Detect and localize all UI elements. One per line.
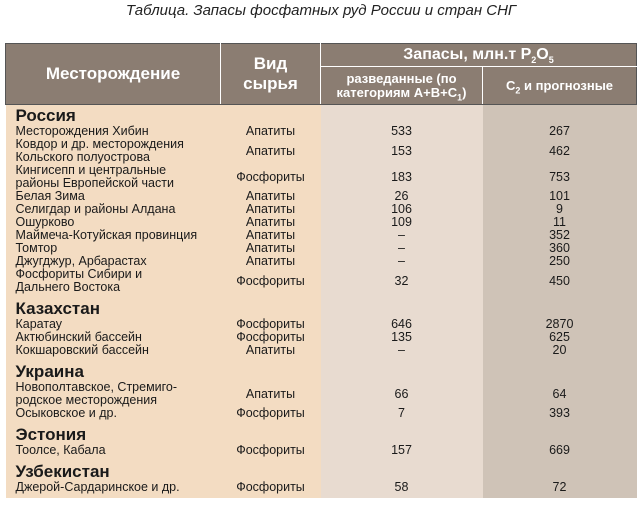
explored-value: – [321,229,483,242]
table-caption: Таблица. Запасы фосфатных руд России и стран СНГ [125,2,517,19]
forecast-value: 20 [483,344,637,357]
deposit-name [6,268,221,294]
header-field: Месторождение [6,44,221,105]
raw-type: Апатиты [221,229,321,242]
table-row [6,481,637,494]
empty-cell [321,424,483,444]
deposit-name-line: Томтор [15,241,58,255]
deposit-name-line: Месторождения Хибин [15,124,149,138]
deposit-name-line: Кольского полуострова [15,150,150,164]
empty-cell [483,298,637,318]
explored-value: 157 [321,444,483,457]
table-body [6,105,637,499]
explored-value: 32 [321,268,483,294]
raw-type: Фосфориты [221,481,321,494]
empty-cell [221,361,321,381]
country-name: Россия [6,105,221,126]
table-row [6,444,637,457]
deposit-name-line: Дальнего Востока [15,280,121,294]
country-row [6,461,637,481]
deposit-name-line: Каратау [15,317,63,331]
raw-type: Апатиты [221,203,321,216]
raw-type: Фосфориты [221,268,321,294]
explored-value: – [321,344,483,357]
raw-type: Апатиты [221,125,321,138]
table-row [6,407,637,420]
forecast-value: 669 [483,444,637,457]
explored-value: 646 [321,318,483,331]
empty-cell [483,424,637,444]
raw-type: Фосфориты [221,164,321,190]
empty-cell [483,361,637,381]
country-row [6,105,637,126]
deposit-name-line: Осыковское и др. [15,406,117,420]
deposit-name [6,381,221,407]
raw-type: Фосфориты [221,407,321,420]
deposit-name-line: Тоолсе, Кабала [15,443,106,457]
explored-value: 58 [321,481,483,494]
raw-type: Апатиты [221,242,321,255]
deposit-name-line: районы Европейской части [15,176,174,190]
phosphate-reserves-table [5,43,637,498]
table-row [6,344,637,357]
header-c2-forecast: $C_2$ и прогнозные [483,67,637,105]
deposit-name-line: Маймеча-Котуйская провинция [15,228,198,242]
raw-type: Апатиты [221,344,321,357]
explored-value: 26 [321,190,483,203]
deposit-name [6,407,221,420]
table-row [6,138,637,164]
deposit-name-line: Белая Зима [15,189,85,203]
table-row [6,268,637,294]
empty-cell [221,298,321,318]
raw-type: Апатиты [221,255,321,268]
deposit-name-line: Новополтавское, Стремиго- [15,380,178,394]
raw-type: Апатиты [221,190,321,203]
raw-type: Фосфориты [221,318,321,331]
empty-cell [321,105,483,126]
spacer-row [6,494,637,498]
country-name: Казахстан [6,298,221,318]
deposit-name-line: Кокшаровский бассейн [15,343,149,357]
explored-value: 183 [321,164,483,190]
forecast-value: 64 [483,381,637,407]
country-row [6,298,637,318]
country-name: Узбекистан [6,461,221,481]
forecast-value: 11 [483,216,637,229]
empty-cell [221,105,321,126]
forecast-value: 360 [483,242,637,255]
forecast-value: 250 [483,255,637,268]
explored-value: 533 [321,125,483,138]
deposit-name [6,481,221,494]
empty-cell [6,494,221,498]
deposit-name [6,164,221,190]
deposit-name [6,344,221,357]
header-type-line2: сырья [243,74,298,93]
raw-type: Апатиты [221,138,321,164]
raw-type: Апатиты [221,216,321,229]
explored-value: 7 [321,407,483,420]
forecast-value: 753 [483,164,637,190]
deposit-name-line: Актюбинский бассейн [15,330,142,344]
header-raw-type [221,44,321,105]
empty-cell [221,494,321,498]
table-row [6,164,637,190]
deposit-name-line: Фосфориты Сибири и [15,267,143,281]
forecast-value: 393 [483,407,637,420]
explored-value: 135 [321,331,483,344]
raw-type: Фосфориты [221,444,321,457]
deposit-name-line: Джугджур, Арбарастах [15,254,147,268]
empty-cell [483,105,637,126]
header-type-line1: Вид [253,54,288,73]
empty-cell [221,424,321,444]
explored-value: 109 [321,216,483,229]
raw-type: Апатиты [221,381,321,407]
header-explored: разведанные (по категориям $A+B+C_1$) [321,67,483,105]
explored-value: 106 [321,203,483,216]
deposit-name-line: Кингисепп и центральные [15,163,167,177]
table-row [6,229,637,242]
forecast-value: 450 [483,268,637,294]
forecast-value: 352 [483,229,637,242]
forecast-value: 101 [483,190,637,203]
deposit-name [6,138,221,164]
deposit-name-line: Селигдар и районы Алдана [15,202,176,216]
empty-cell [321,298,483,318]
deposit-name-line: родское месторождения [15,393,158,407]
raw-type: Фосфориты [221,331,321,344]
header-reserves: Запасы, млн.т $P_2O_5$ [321,44,637,67]
explored-value: – [321,242,483,255]
country-row [6,361,637,381]
deposit-name [6,444,221,457]
forecast-value: 2870 [483,318,637,331]
explored-value: 153 [321,138,483,164]
empty-cell [221,461,321,481]
forecast-value: 267 [483,125,637,138]
deposit-name-line: Ковдор и др. месторождения [15,137,184,151]
empty-cell [483,461,637,481]
table-row [6,381,637,407]
deposit-name-line: Джерой-Сардаринское и др. [15,480,180,494]
empty-cell [483,494,637,498]
forecast-value: 462 [483,138,637,164]
country-name: Украина [6,361,221,381]
forecast-value: 72 [483,481,637,494]
explored-value: – [321,255,483,268]
deposit-name-line: Ошурково [15,215,75,229]
country-row [6,424,637,444]
table-row [6,203,637,216]
forecast-value: 9 [483,203,637,216]
empty-cell [321,361,483,381]
country-name: Эстония [6,424,221,444]
empty-cell [321,494,483,498]
explored-value: 66 [321,381,483,407]
forecast-value: 625 [483,331,637,344]
empty-cell [321,461,483,481]
